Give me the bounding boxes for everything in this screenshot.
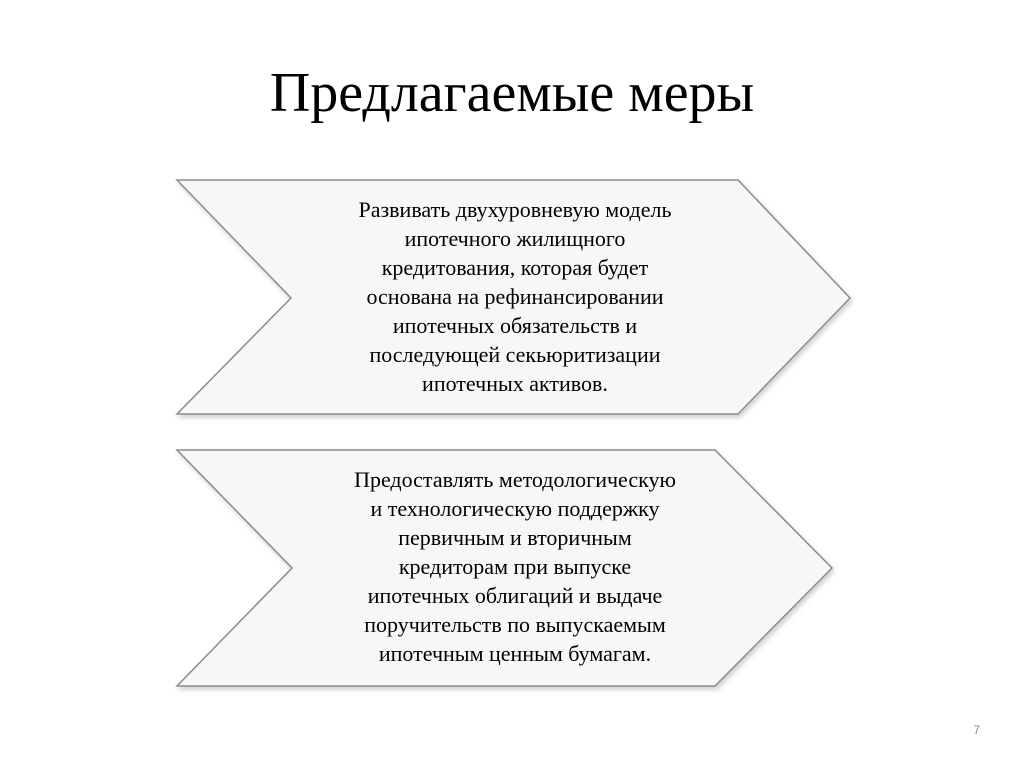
page-number: 7 [973, 723, 980, 737]
slide-title: Предлагаемые меры [269, 62, 755, 124]
chevron-text-2: Предоставлять методологическую и технологическую поддержку первичным и вторичным кредиторам при выпуске ипотечных облигаций и выдаче поручительств по выпускаемым ипотечным ценным бумагам. [354, 467, 676, 666]
chevron-text-1: Развивать двухуровневую модель ипотечного жилищного кредитования, которая будет основана на рефинансировании ипотечных обязательств и последующей секьюритизации ипотечных активов. [358, 197, 672, 396]
